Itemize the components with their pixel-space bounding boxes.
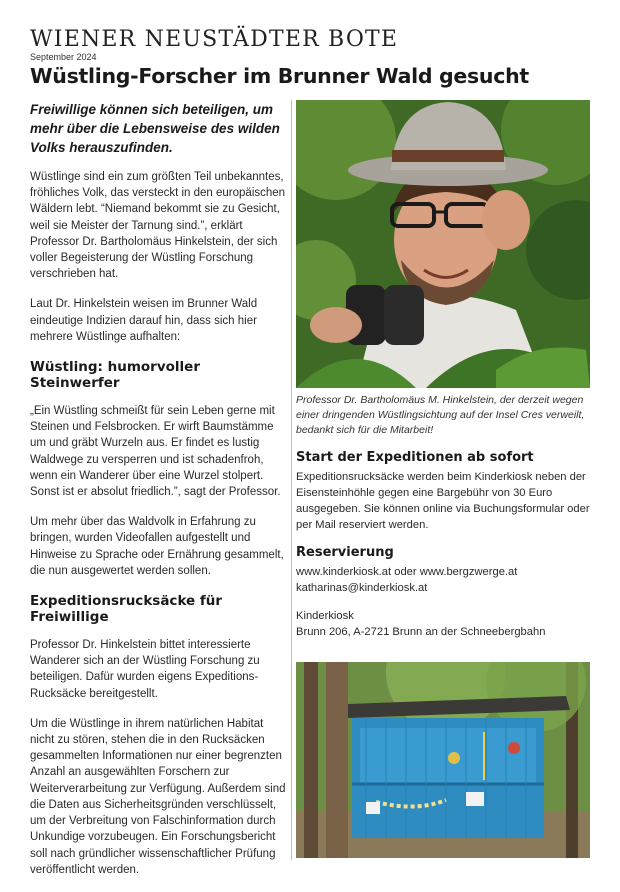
paragraph-habitat: Um die Wüstlinge in ihrem natürlichen Habitat nicht zu stören, stehen die in den Rucksäcken gesammelten Informationen nur einer begrenzten Anzahl an ausgewählten Forschern zur Weiterverarbeitung zur Verfügung. Außerdem sind die Daten aus Sicherheitsgründen verschlüsselt, um der Verbreitung von Falschinformation durch Unkundige vorzubeugen. Ein Forschungsbericht soll nach gründlicher wissenschaftlicher Prüfung veröffentlicht werden. [30, 717, 286, 876]
subheading-steinwerfer: Wüstling: humorvoller Steinwerfer [30, 359, 200, 392]
kiosk-photo [296, 662, 590, 858]
left-column [30, 100, 288, 892]
subheading-reservierung: Reservierung [296, 545, 394, 560]
paragraph-quote: „Ein Wüstling schmeißt für sein Leben gerne mit Steinen und Felsbrocken. Er wirft Baumstämme um und gräbt Wurzeln aus. Er findet es lustig Waldwege zu versperren und ist schadenfroh, wenn ein Wanderer über eine Wurzel stolpert. Sonst ist er absolut friedlich.”, sagt der Professor. [30, 405, 281, 499]
paragraph-wanderer: Professor Dr. Hinkelstein bittet interessierte Wanderer sich an der Wüstling Forschung zu beteiligen. Dafür wurden eigens Expeditions-Rucksäcke bereitgestellt. [30, 639, 260, 700]
professor-photo [296, 100, 590, 388]
reservation-websites: www.kinderkiosk.at oder www.bergzwerge.at [296, 566, 518, 578]
location-name: Kinderkiosk [296, 610, 354, 622]
paragraph-indizien: Laut Dr. Hinkelstein weisen im Brunner Wald eindeutige Indizien darauf hin, dass sich hier mehrere Wüstlinge aufhalten: [30, 298, 258, 343]
paragraph-videofallen: Um mehr über das Waldvolk in Erfahrung zu bringen, wurden Videofallen aufgestellt und Hinweise zu Sprache oder Ernährung gesammelt, die nun ausgewertet werden sollen. [30, 516, 284, 577]
issue-date: September 2024 [30, 52, 97, 62]
subheading-rucksaecke: Expeditionsrucksäcke für Freiwillige [30, 593, 223, 626]
headline: Wüstling-Forscher im Brunner Wald gesucht [30, 64, 529, 88]
masthead: WIENER NEUSTÄDTER BOTE [30, 27, 399, 52]
paragraph-start: Expeditionsrucksäcke werden beim Kinderkiosk neben der Eisensteinhöhle gegen eine Bargebühr von 30 Euro ausgegeben. Sie können online via Buchungsformular oder per Mail reserviert werden. [296, 471, 590, 531]
professor-illustration [296, 100, 590, 388]
location-address: Brunn 206, A-2721 Brunn an der Schneebergbahn [296, 626, 546, 638]
kiosk-illustration [296, 662, 590, 858]
column-divider [291, 100, 292, 860]
right-column [296, 100, 590, 640]
reservation-email: katharinas@kinderkiosk.at [296, 582, 428, 594]
subheading-start: Start der Expeditionen ab sofort [296, 450, 534, 465]
photo-caption: Professor Dr. Bartholomäus M. Hinkelstein, der derzeit wegen einer dringenden Wüstlingsichtung auf der Insel Cres verweilt, bedankt sich für die Mitarbeit! [296, 394, 585, 436]
lead-paragraph: Freiwillige können sich beteiligen, um mehr über die Lebensweise des wilden Volks herauszufinden. [30, 102, 280, 155]
paragraph-intro: Wüstlinge sind ein zum größten Teil unbekanntes, fröhliches Volk, das versteckt in den europäischen Wäldern lebt. “Niemand bekommt sie zu Gesicht, weil sie Meister der Tarnung sind.”, erklärt Professor Dr. Bartholomäus Hinkelstein, der sich voller Begeisterung der Wüstling Forschung verschrieben hat. [30, 171, 286, 281]
